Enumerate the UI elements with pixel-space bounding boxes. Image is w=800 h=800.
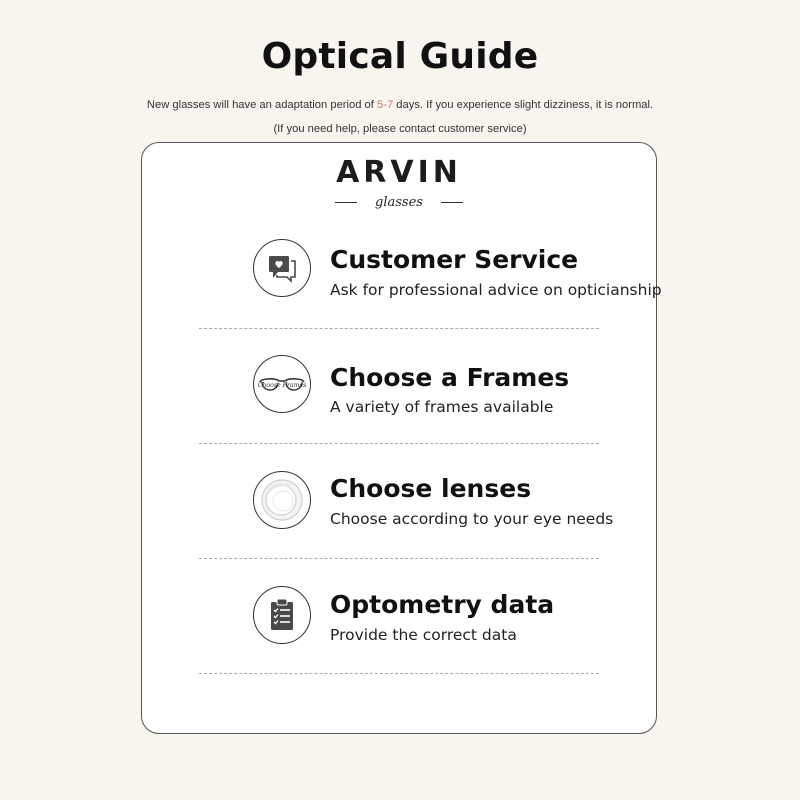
page-title: Optical Guide	[261, 36, 539, 77]
brand-sub-row	[142, 195, 656, 210]
guide-item-customer-service[interactable]	[142, 238, 662, 308]
intro-text	[0, 99, 800, 111]
item-title: Choose lenses	[330, 474, 532, 503]
item-desc: Ask for professional advice on opticianship	[330, 281, 662, 299]
guide-item-choose-lenses[interactable]	[142, 471, 656, 541]
intro-before: New glasses will have an adaptation period of	[146, 99, 377, 111]
item-desc: Choose according to your eye needs	[330, 510, 614, 528]
guide-item-choose-frames[interactable]	[142, 355, 656, 425]
clipboard-icon	[253, 586, 311, 644]
glasses-icon-label: Choose Frames	[257, 382, 307, 389]
item-title: Choose a Frames	[330, 363, 570, 392]
logo-line-right	[441, 202, 463, 203]
intro-highlight: 5-7	[377, 99, 394, 111]
item-desc: A variety of frames available	[330, 398, 554, 416]
brand-tagline: glasses	[375, 195, 423, 210]
guide-card	[141, 142, 662, 734]
guide-item-optometry-data[interactable]	[142, 586, 656, 656]
brand-logo: ARVIN	[336, 155, 462, 190]
lens-icon	[253, 471, 311, 529]
divider	[199, 328, 599, 329]
divider	[199, 443, 599, 444]
glasses-icon	[253, 355, 311, 413]
divider	[199, 558, 599, 559]
item-desc: Provide the correct data	[330, 626, 517, 644]
item-title: Customer Service	[330, 245, 579, 274]
item-title: Optometry data	[330, 590, 555, 619]
divider	[199, 673, 599, 674]
intro-after: days. If you experience slight dizziness, it is normal.	[393, 99, 654, 111]
logo-line-left	[335, 202, 357, 203]
chat-heart-icon	[253, 239, 311, 297]
help-note: (If you need help, please contact customer service)	[273, 123, 527, 135]
